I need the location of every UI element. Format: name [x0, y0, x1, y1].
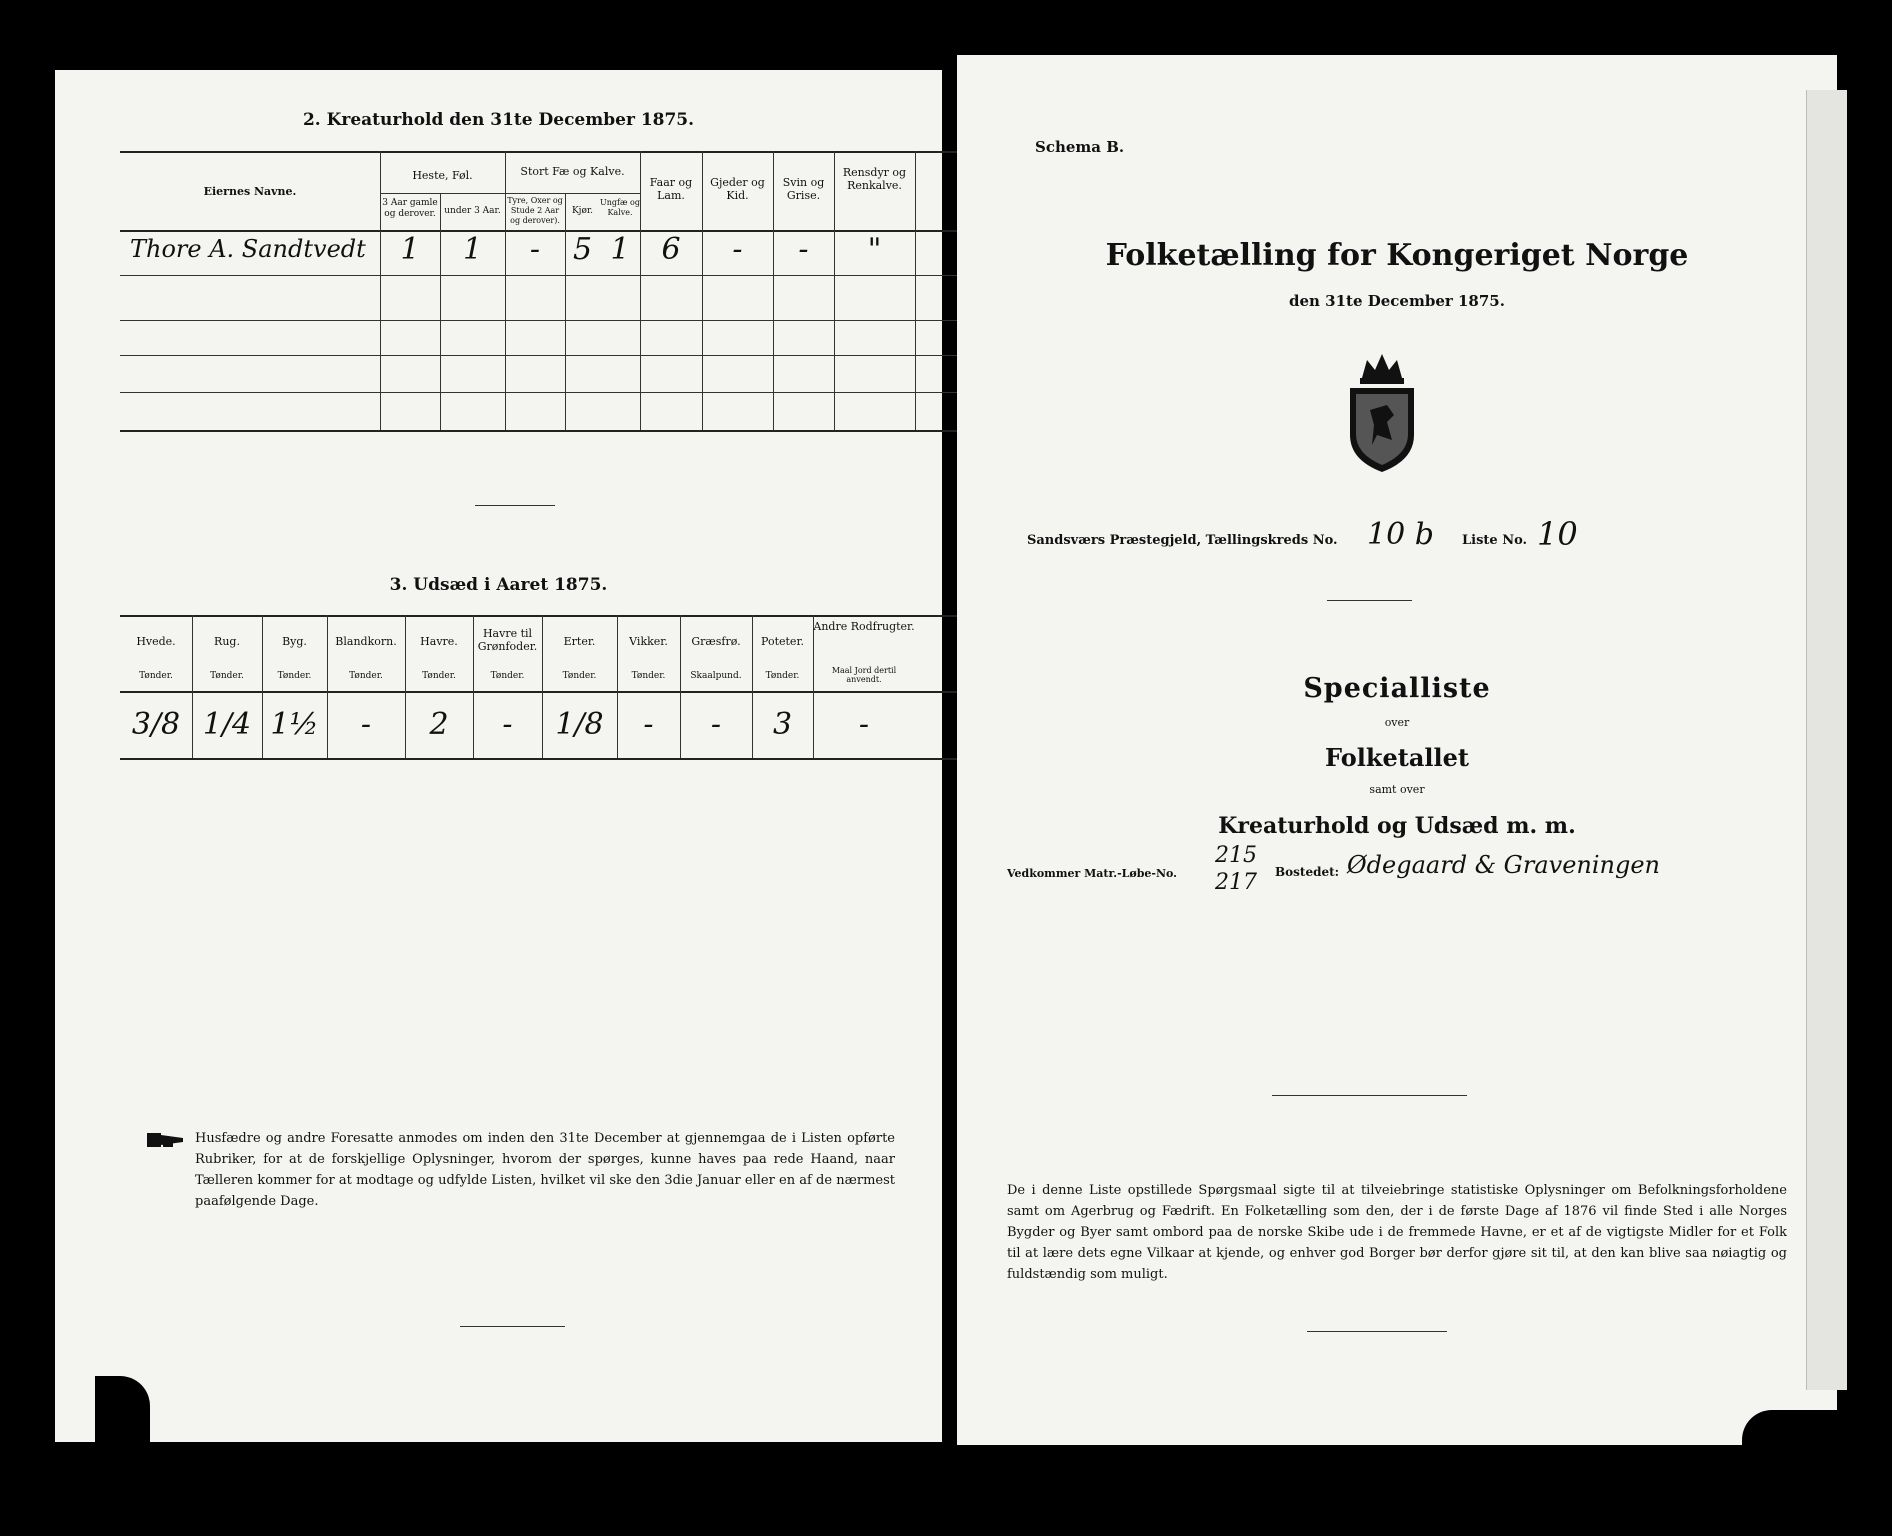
coat-of-arms-icon [1332, 350, 1432, 475]
val-byg: 1½ [270, 707, 319, 742]
col-under3: under 3 Aar. [444, 206, 501, 216]
owner-name: Thore A. Sandtvedt [130, 235, 366, 263]
value-kjor: 5 [572, 232, 593, 267]
scan-corner [1742, 1410, 1842, 1510]
col-faar: Faar og Lam. [649, 176, 693, 202]
col-kjor: Kjør. [571, 206, 594, 216]
folketallet-heading: Folketallet [1325, 743, 1469, 772]
schema-label: Schema B. [1035, 138, 1125, 156]
over-text: over [1384, 716, 1410, 729]
val-rug: 1/4 [202, 707, 252, 742]
col-3aar: 3 Aar gamle og derover. [382, 198, 438, 219]
hdr-blandkorn: Blandkorn. [335, 635, 397, 648]
col-ungfae: Ungfæ og Kalve. [600, 198, 640, 217]
section2-title: 2. Kreaturhold den 31te December 1875. [302, 110, 695, 130]
hdr-graesfro: Græsfrø. [691, 635, 741, 648]
unit-havre: Tønder. [422, 671, 456, 681]
col-rensdyr: Rensdyr og Renkalve. [842, 166, 907, 192]
unit-vikker: Tønder. [631, 671, 666, 681]
col-gjeder: Gjeder og Kid. [710, 176, 765, 202]
value-3aar: 1 [400, 232, 420, 267]
col-svin: Svin og Grise. [782, 176, 825, 202]
divider [460, 1326, 565, 1327]
unit-poteter: Tønder. [765, 671, 800, 681]
owner-header: Eiernes Navne. [203, 185, 297, 198]
bostedet-value: Ødegaard & Graveningen [1347, 851, 1661, 879]
unit-graesfro: Skaalpund. [690, 671, 742, 681]
divider [475, 505, 555, 506]
hdr-poteter: Poteter. [761, 635, 804, 648]
col-tyre: Tyre, Oxer og Stude 2 Aar og derover). [507, 196, 563, 225]
pointing-hand-icon [147, 1130, 187, 1150]
document-subtitle: den 31te December 1875. [1289, 292, 1505, 310]
parish-label: Sandsværs Præstegjeld, Tællingskreds No. [1027, 533, 1338, 548]
val-poteter: 3 [772, 707, 793, 742]
kreds-number: 10 b [1367, 517, 1434, 552]
hdr-erter: Erter. [563, 635, 596, 648]
stort-fae-header: Stort Fæ og Kalve. [520, 165, 625, 178]
left-page [55, 70, 942, 1442]
value-faar: 6 [661, 232, 681, 267]
val-blandkorn: - [360, 707, 372, 742]
val-havre: 2 [429, 707, 449, 742]
value-gjeder: - [732, 232, 743, 267]
matr-label: Vedkommer Matr.-Løbe-No. [1007, 867, 1177, 880]
liste-label: Liste No. [1462, 533, 1528, 548]
scan-corner [95, 1376, 150, 1506]
matr-number-2: 217 [1215, 870, 1257, 895]
kreaturhold-heading: Kreaturhold og Udsæd m. m. [1218, 813, 1576, 839]
unit-blandkorn: Tønder. [349, 671, 383, 681]
unit-erter: Tønder. [562, 671, 597, 681]
explanation-paragraph: De i denne Liste opstillede Spørgsmaal sigte til at tilveiebringe statistiske Oplysninger om Befolkningsforholdene samt om Agerbrug og Fædrift. En Folketælling som den, der i de første Dage af 1876 vil finde Sted i alle Norges Bygder og Byer samt ombord paa de norske Skibe ude i de fremmede Havne, er et af de vigtigste Midler for et Folk til at lære dets egne Vilkaar at kjende, og enhver god Borger bør derfor gjøre sit til, at den kan blive saa nøiagtig og fuldstændig som muligt. [1007, 1183, 1787, 1282]
unit-havre-gronfoder: Tønder. [490, 671, 525, 681]
unit-andre: Maal Jord dertil anvendt. [831, 666, 897, 684]
document-title: Folketælling for Kongeriget Norge [1105, 238, 1689, 273]
bostedet-label: Bostedet: [1275, 865, 1340, 879]
liste-number: 10 [1537, 515, 1578, 553]
hdr-rug: Rug. [214, 635, 240, 648]
notice-text: Husfædre og andre Foresatte anmodes om inden den 31te December at gjennemgaa de i Listen opførte Rubriker, for at de forskjellige Oplysninger, hvorom der spørges, kunne haves paa rede Haand, naar Tælleren kommer for at modtage og udfylde Listen, hvilket vil ske den 3die Januar eller en af de nærmest paafølgende Dage. [195, 1131, 895, 1209]
hdr-havre-gronfoder: Havre til Grønfoder. [477, 627, 538, 653]
divider [1327, 600, 1412, 601]
unit-hvede: Tønder. [139, 671, 173, 681]
unit-rug: Tønder. [210, 671, 244, 681]
hdr-vikker: Vikker. [629, 635, 668, 648]
value-under3: 1 [462, 232, 483, 267]
divider [1307, 1331, 1447, 1332]
hdr-andre-rodfrugter: Andre Rodfrugter. [813, 620, 915, 633]
val-vikker: - [643, 707, 654, 742]
specialliste-heading: Specialliste [1303, 673, 1491, 704]
bleed-through-strip [1806, 90, 1847, 1390]
matr-number-1: 215 [1215, 843, 1257, 868]
right-page [957, 55, 1837, 1445]
hdr-havre: Havre. [420, 635, 458, 648]
section3-title: 3. Udsæd i Aaret 1875. [389, 575, 608, 595]
hdr-byg: Byg. [282, 635, 307, 648]
heste-header: Heste, Føl. [412, 169, 473, 182]
val-hvede: 3/8 [131, 707, 181, 742]
value-ungfae: 1 [610, 232, 630, 267]
val-havre-gronfoder: - [502, 707, 513, 742]
divider [1272, 1095, 1467, 1096]
val-erter: 1/8 [555, 707, 604, 742]
samt-over-text: samt over [1369, 783, 1425, 796]
value-tyre: - [529, 232, 541, 267]
val-andre: - [858, 707, 870, 742]
unit-byg: Tønder. [277, 671, 312, 681]
hdr-hvede: Hvede. [136, 635, 176, 648]
value-rensdyr: " [867, 232, 882, 267]
val-graesfro: - [710, 707, 722, 742]
value-svin: - [798, 232, 809, 267]
